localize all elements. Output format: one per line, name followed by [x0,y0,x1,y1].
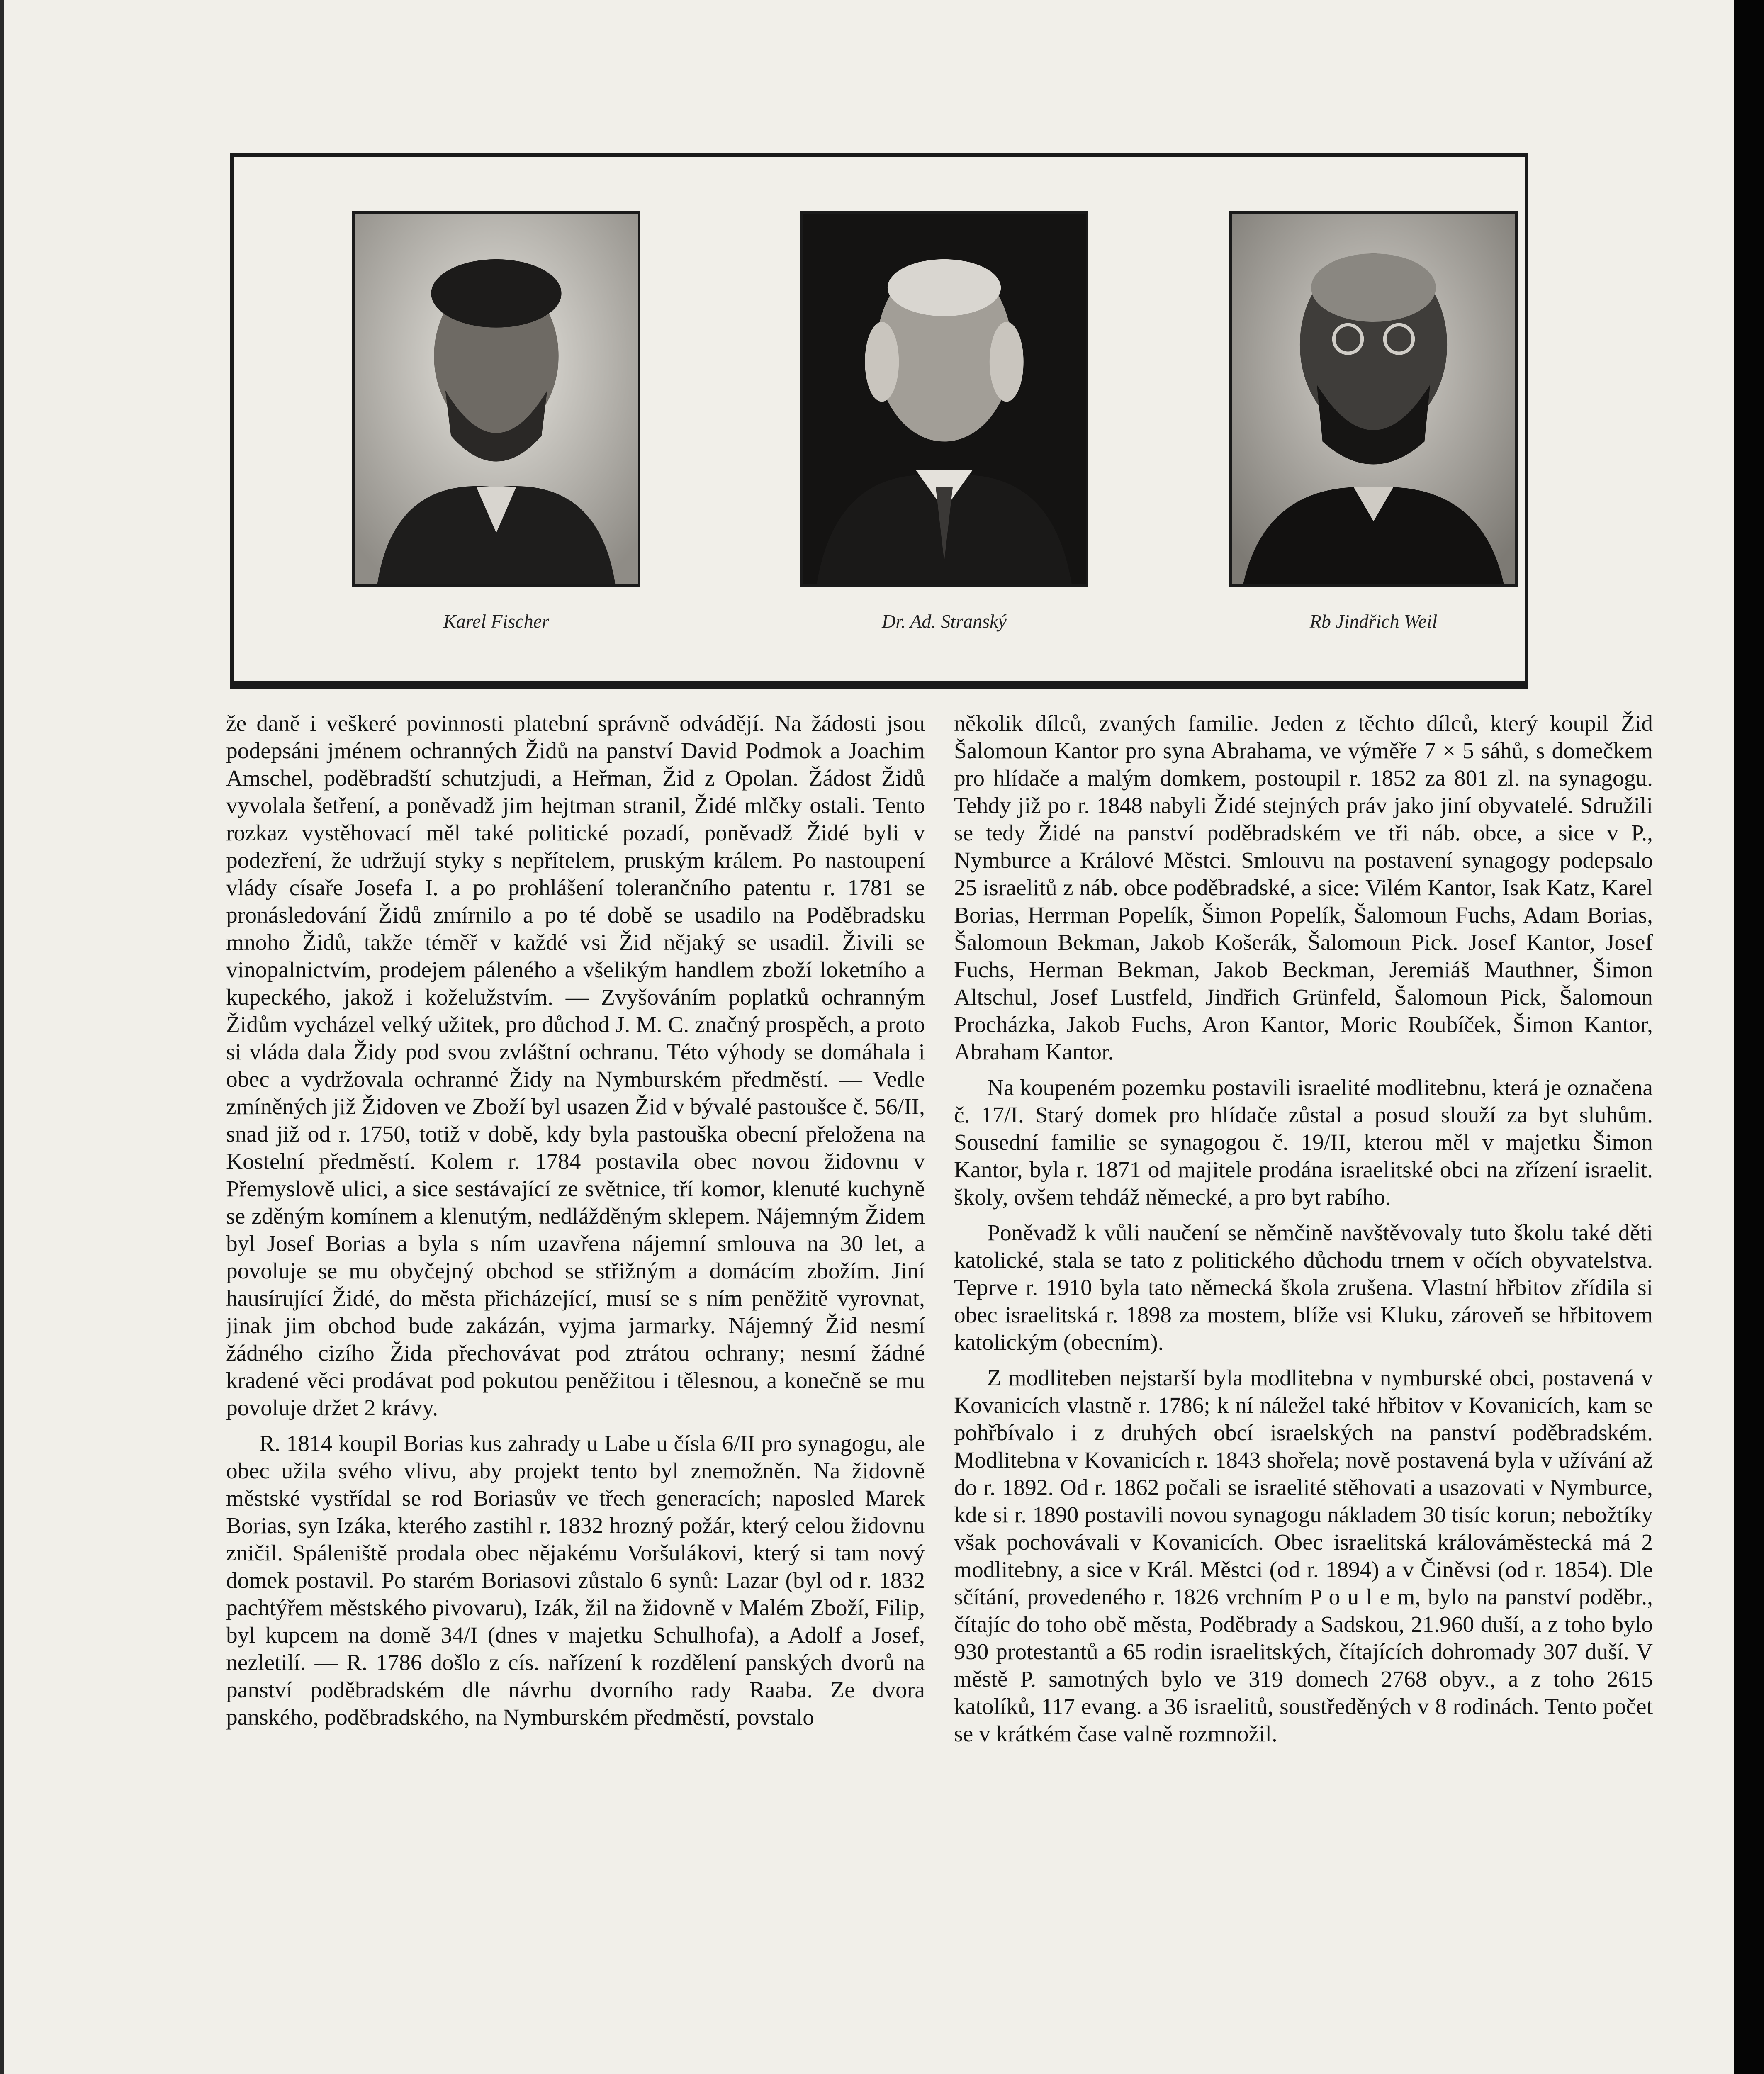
paragraph: R. 1814 koupil Borias kus zahrady u Labe u čísla 6/II pro synagogu, ale obec užila svého vlivu, aby projekt tento byl znemožněn. Na židovně městské vystřídal se rod Boriasův ve třech generacích; naposled Marek Borias, syn Izáka, kterého zastihl r. 1832 hrozný požár, který celou židovnu zničil. Spáleniště prodala obec nějakému Voršulákovi, který si tam nový domek postavil. Po starém Boriasovi zůstalo 6 synů: Lazar (byl od r. 1832 pachtýřem městského pivovaru), Izák, žil na židovně v Malém Zboží, Filip, byl kupcem na domě 34/I (dnes v majetku Schulhofa), a Adolf a Josef, nezletilí. — R. 1786 došlo z cís. nařízení k rozdělení panských dvorů na panství poděbradském dle návrhu dvorního rady Raaba. Ze dvora panského, poděbradského, na Nymburském předměstí, povstalo [226,1431,925,1730]
caption-weil: Rb Jindřich Weil [1309,611,1438,632]
paragraph: Poněvadž k vůli naučení se němčině navštěvovaly tuto školu také děti katolické, stala se tato z politického důchodu trnem v očích obyvatelstva. Teprve r. 1910 byla tato německá škola zrušena. Vlastní hřbitov zřídila si obec israelitská r. 1898 za mostem, blíže vsi Kluku, zároveň se hřbitovem katolickým (obecním). [954,1220,1653,1355]
paragraph: Z modliteben nejstarší byla modlitebna v nymburské obci, postavená v Kovanicích vlastně r. 1786; k ní náležel také hřbitov v Kovanicích, kam se pohřbívalo i z druhých obcí israelských na panství poděbradském. Modlitebna v Kovanicích r. 1843 shořela; nově postavená byla v užívání až do r. 1892. Od r. 1862 počali se israelité stěhovati a usazovati v Nymburce, kde si r. 1890 postavili novou synagogu nákladem 30 tisíc korun; nebožtíky však pochovávali v Kovanicích. Obec israelitská králováměstecká má 2 modlitebny, a sice v Král. Městci (od r. 1894) a v Činěvsi (od r. 1854). Dle sčítání, provedeného r. 1826 vrchním P o u l e m, bylo na panství poděbr., čítajíc do toho obě města, Poděbrady a Sadskou, 21.960 duší, a z toho bylo 930 protestantů a 65 rodin israelitských, čítajících dohromady 307 duší. V městě P. samotných bylo ve 319 domech 2768 obyv., a z toho 2615 katolíků, 117 evang. a 36 israelitů, soustředěných v 8 rodinách. Tento počet se v krátkém čase valně rozmnožil. [954,1366,1653,1747]
text-column-right [954,710,1653,2074]
portrait-photo-icon [355,214,638,584]
text-column-left [226,710,925,2074]
portrait-photo-icon [1232,214,1515,584]
paragraph: že daně i veškeré povinnosti platební správně odvádějí. Na žádosti jsou podepsáni jménem ochranných Židů na panství David Podmok a Joachim Amschel, poděbradští schutzjudi, a Heřman, Žid z Opolan. Žádost Židů vyvolala šetření, a poněvadž jim hejtman stranil, Židé mlčky ostali. Tento rozkaz vystěhovací měl také politické pozadí, poněvadž Židé byli v podezření, že udržují styky s nepřítelem, pruským králem. Po nastoupení vlády císaře Josefa I. a po prohlášení tolerančního patentu r. 1781 se pronásledování Židů zmírnilo a po té době se usadilo na Poděbradsku mnoho Židů, takže téměř v každé vsi Žid nějaký se usadil. Živili se vinopalnictvím, prodejem páleného a všelikým handlem zboží loketního a kupeckého, jakož i koželužstvím. — Zvyšováním poplatků ochranným Židům vycházel velký užitek, pro důchod J. M. C. značný prospěch, a proto si vláda dala Židy pod svou zvláštní ochranu. Této výhody se domáhala i obec a vydržovala ochranné Židy na Nymburském předměstí. — Vedle zmíněných již Židoven ve Zboží byl usazen Žid v bývalé pastoušce č. 56/II, snad již od r. 1750, totiž v době, kdy byla pastouška obecní přeložena na Kostelní předměstí. Kolem r. 1784 postavila obec novou židovnu v Přemyslově ulici, a sice sestávající ze světnice, tří komor, klenuté kuchyně se zděným komínem a klenutým, nedlážděným sklepem. Nájemným Židem byl Josef Borias a byla s ním uzavřena nájemní smlouva na 30 let, a povoluje se mu obyčejný obchod se střižným a domácím zbožím. Jiní hausírující Židé, do města přicházející, musí se s ním peněžitě vyrovnat, jinak jim obchod bude zakázán, vyjma jarmarky. Nájemný Žid nesmí žádného cizího Žida přechovávat pod ztrátou ochrany; nesmí žádné kradené věci prodávat pod pokutou peněžitou i tělesnou, a konečně se mu povoluje držet 2 krávy. [226,711,925,1421]
paragraph: Na koupeném pozemku postavili israelité modlitebnu, která je označena č. 17/I. Starý domek pro hlídače zůstal a posud slouží za byt sluhům. Sousední familie se synagogou č. 19/II, kterou měl v majetku Šimon Kantor, byla r. 1871 od majitele prodána israelitské obci na zřízení israelit. školy, ovšem tehdáž německé, a pro byt rabího. [954,1075,1653,1210]
page-edge-right [1734,0,1764,2074]
portrait-photo-weil [1229,211,1518,587]
portrait-photo-icon [803,214,1086,584]
portrait-photo-stransky [800,211,1088,587]
photo-frame [230,153,1528,689]
caption-fischer: Karel Fischer [443,611,550,632]
page-edge-left [0,0,4,2074]
paragraph: několik dílců, zvaných familie. Jeden z těchto dílců, který koupil Žid Šalomoun Kantor pro syna Abrahama, ve výměře 7 × 5 sáhů, s domečkem pro hlídače a malým domkem, postoupil r. 1852 za 801 zl. na synagogu. Tehdy již po r. 1848 nabyli Židé stejných práv jako jiní obyvatelé. Sdružili se tedy Židé na panství poděbradském ve tři náb. obce, a sice v P., Nymburce a Králové Městci. Smlouvu na postavení synagogy podepsalo 25 israelitů z náb. obce poděbradské, a sice: Vilém Kantor, Isak Katz, Karel Borias, Herrman Popelík, Šimon Popelík, Šalomoun Fuchs, Adam Borias, Šalomoun Bekman, Jakob Košerák, Šalomoun Pick. Josef Kantor, Josef Fuchs, Herman Bekman, Jakob Beckman, Jeremiáš Mauthner, Šimon Altschul, Josef Lustfeld, Jindřich Grünfeld, Šalomoun Pick, Šalomoun Procházka, Jakob Fuchs, Aron Kantor, Moric Roubíček, Šimon Kantor, Abraham Kantor. [954,711,1653,1065]
caption-stransky: Dr. Ad. Stranský [882,611,1007,632]
portrait-photo-fischer [352,211,640,587]
